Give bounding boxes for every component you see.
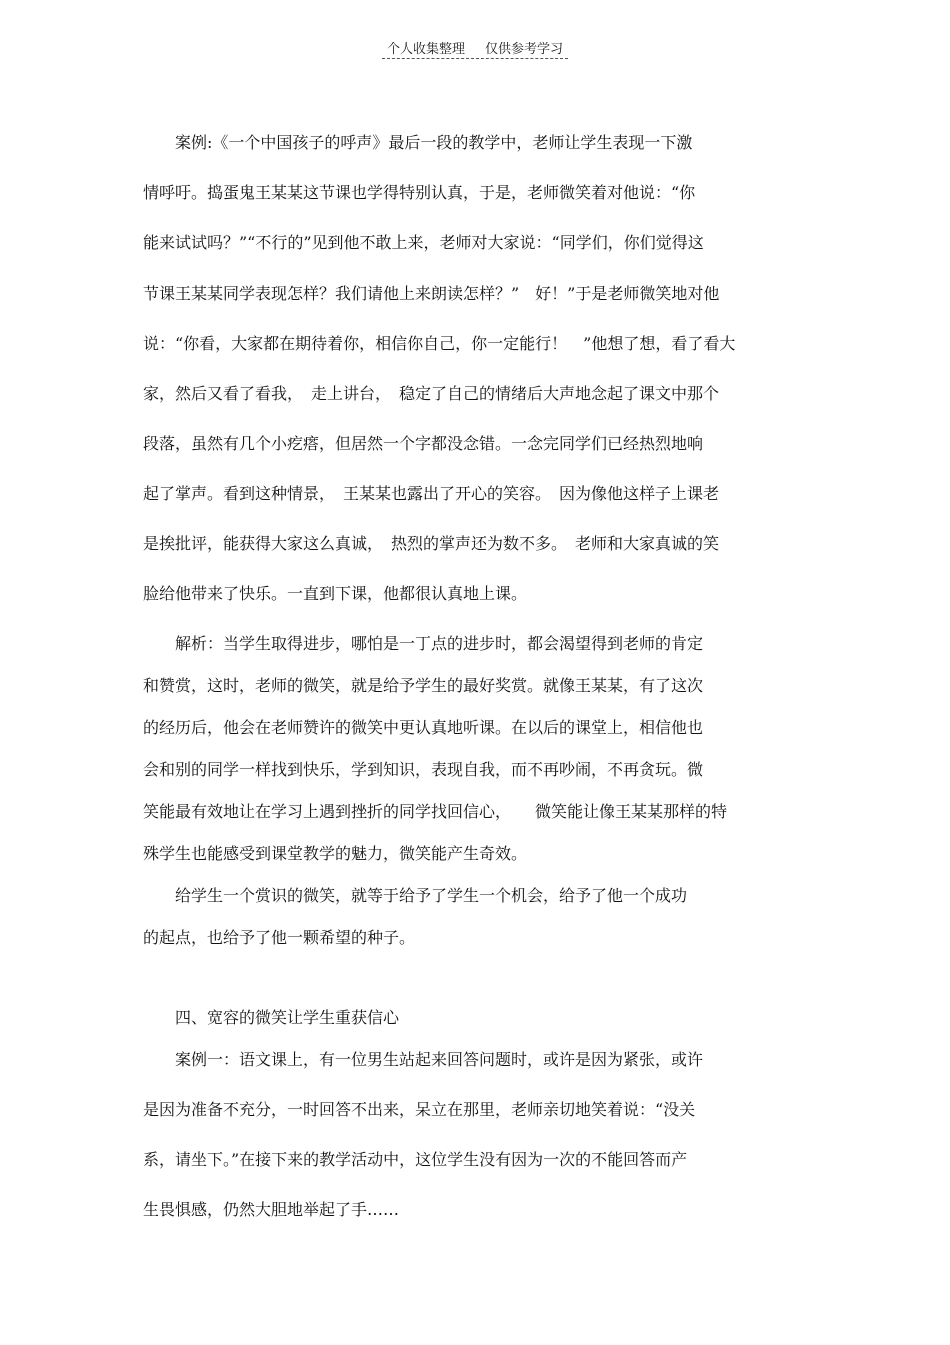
page-header: [0, 38, 950, 57]
text-line: 情呼吁。捣蛋鬼王某某这节课也学得特别认真，于是，老师微笑着对他说：“你: [143, 183, 696, 202]
text-line: 会和别的同学一样找到快乐，学到知识，表现自我，而不再吵闹，不再贪玩。微: [143, 760, 704, 779]
text-line: 是挨批评，能获得大家这么真诚， 热烈的掌声还为数不多。 老师和大家真诚的笑: [143, 534, 720, 553]
section-heading: 四、宽容的微笑让学生重获信心: [143, 1008, 400, 1027]
text-line: 给学生一个赏识的微笑，就等于给予了学生一个机会，给予了他一个成功: [143, 886, 688, 905]
text-line: 系，请坐下。”在接下来的教学活动中，这位学生没有因为一次的不能回答而产: [143, 1150, 688, 1169]
text-line: 和赞赏，这时，老师的微笑，就是给予学生的最好奖赏。就像王某某，有了这次: [143, 676, 704, 695]
text-line: 段落，虽然有几个小疙瘩，但居然一个字都没念错。一念完同学们已经热烈地响: [143, 434, 704, 453]
text-line: 节课王某某同学表现怎样？我们请他上来朗读怎样？” 好！”于是老师微笑地对他: [143, 284, 720, 303]
header-divider: [382, 58, 568, 59]
header-right: 仅供参考学习: [485, 42, 564, 57]
text-line: 是因为准备不充分，一时回答不出来，呆立在那里，老师亲切地笑着说：“没关: [143, 1100, 696, 1119]
text-line: 案例一：语文课上，有一位男生站起来回答问题时，或许是因为紧张，或许: [143, 1050, 704, 1069]
text-line: 案例:《一个中国孩子的呼声》最后一段的教学中，老师让学生表现一下激: [143, 133, 693, 152]
text-line: 能来试试吗？”“不行的”见到他不敢上来，老师对大家说：“同学们，你们觉得这: [143, 233, 704, 252]
text-line: 生畏惧感，仍然大胆地举起了手……: [143, 1200, 400, 1219]
text-line: 解析：当学生取得进步，哪怕是一丁点的进步时，都会渴望得到老师的肯定: [143, 634, 704, 653]
text-line: 家，然后又看了看我， 走上讲台， 稳定了自己的情绪后大声地念起了课文中那个: [143, 384, 720, 403]
text-line: 笑能最有效地让在学习上遇到挫折的同学找回信心， 微笑能让像王某某那样的特: [143, 802, 728, 821]
text-line: 说：“你看，大家都在期待着你，相信你自己，你一定能行！ ”他想了想，看了看大: [143, 334, 736, 353]
text-line: 脸给他带来了快乐。一直到下课，他都很认真地上课。: [143, 584, 528, 603]
text-line: 起了掌声。看到这种情景， 王某某也露出了开心的笑容。 因为像他这样子上课老: [143, 484, 720, 503]
header-left: 个人收集整理: [386, 42, 465, 57]
text-line: 的起点，也给予了他一颗希望的种子。: [143, 928, 416, 947]
text-line: 殊学生也能感受到课堂教学的魅力，微笑能产生奇效。: [143, 844, 528, 863]
text-line: 的经历后，他会在老师赞许的微笑中更认真地听课。在以后的课堂上，相信他也: [143, 718, 704, 737]
